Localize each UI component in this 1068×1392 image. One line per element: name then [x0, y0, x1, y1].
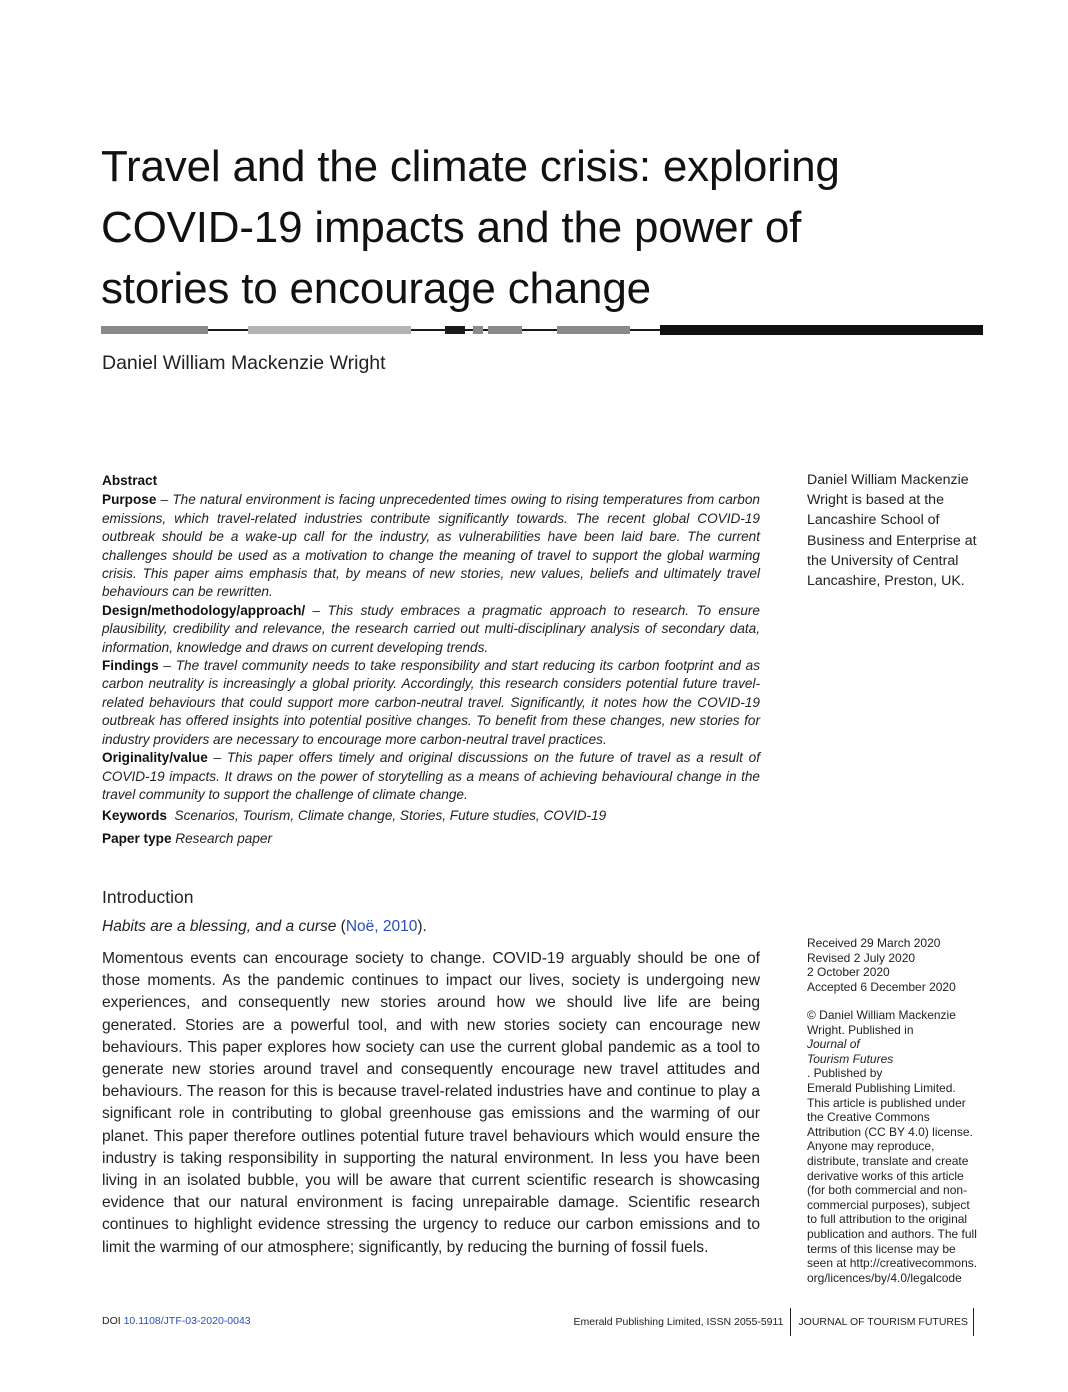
design-text: – This study embraces a pragmatic approach to research. To ensure plausibility, credibility and relevance, the research carried out multi-disciplinary analysis of secondary data, information, knowledge and draws on current developing trends. — [102, 602, 760, 655]
license-line: © Daniel William Mackenzie — [807, 1008, 956, 1022]
paper-title — [101, 136, 971, 319]
keywords-text: Scenarios, Tourism, Climate change, Stories, Future studies, COVID-19 — [174, 808, 607, 824]
decorative-title-rule — [101, 324, 983, 336]
affiliation-line: Daniel William Mackenzie — [807, 472, 969, 488]
license-line: the Creative Commons — [807, 1110, 930, 1125]
publisher-info: Emerald Publishing Limited, ISSN 2055-5911 — [573, 1316, 784, 1328]
license-text: . Published by — [807, 1066, 883, 1081]
abstract-purpose — [102, 491, 760, 601]
introduction-paragraph: Momentous events can encourage society to change. COVID-19 arguably should be one of those moments. As the pandemic continues to impact our lives, society is undergoing new experiences, and consequently new stories around how we should live life are being generated. Stories are a powerful tool, and with new stories society can encourage new behaviours. This paper explores how society can use the current global pandemic as a tool to generate new stories around travel and consequently encourage new travel attitudes and behaviours. The reason for this is because travel-related industries have and continue to play a significant role in contributing to global greenhouse gas emissions and the warming of our planet. This paper therefore outlines potential future travel behaviours which would ensure the industry is taking responsibility in supporting the natural environment. In less you have been living in an isolated bubble, you will be aware that current scientific research is showcasing evidence that our natural environment is facing unrepairable damage. Scientific research continues to highlight evidence stressing the urgency to reduce our carbon emissions and to limit the warming of our atmosphere; significantly, by reducing the burning of fossil fuels. — [102, 950, 760, 1256]
license-line: terms of this license may be — [807, 1241, 956, 1256]
title-line: Travel and the climate crisis: exploring — [101, 142, 840, 191]
abstract-findings — [102, 657, 760, 749]
citation-link[interactable]: Noë, 2010 — [345, 918, 418, 935]
license-line: Anyone may reproduce, — [807, 1139, 935, 1154]
license-line: org/licences/by/4.0/legalcode — [807, 1270, 962, 1285]
license-line: commercial purposes), subject — [807, 1197, 970, 1212]
purpose-text: – The natural environment is facing unprecedented times owing to rising temperatures from carbon emissions, which travel-related industries contribute significantly towards. The recent global COVID-19 outbreak should be a wake-up call for the industry, as vulnerabilities have been laid bare. The current challenges should be used as a motivation to change the meaning of travel to support the global warming crisis. This paper aims emphasis that, by means of new stories, new values, beliefs and ultimately travel behaviours can be rewritten. — [102, 492, 760, 600]
introduction-heading: Introduction — [102, 887, 194, 907]
design-label: Design/methodology/approach/ — [102, 602, 306, 618]
license-line: This article is published under — [807, 1095, 966, 1110]
epigraph-open: ( — [336, 918, 346, 935]
license-line: derivative works of this article — [807, 1168, 964, 1183]
license-line: to full attribution to the original — [807, 1212, 968, 1227]
abstract-heading: Abstract — [102, 473, 158, 488]
footer-publisher — [573, 1308, 974, 1336]
abstract-design — [102, 602, 760, 657]
originality-label: Originality/value — [102, 750, 208, 766]
affiliation-line: Lancashire School of — [807, 512, 940, 529]
abstract-keywords — [102, 807, 760, 825]
article-history — [807, 936, 987, 994]
footer-divider — [973, 1308, 974, 1336]
journal-name: JOURNAL OF TOURISM FUTURES — [798, 1316, 968, 1328]
affiliation-line: Wright is based at the — [807, 492, 944, 509]
affiliation-line: the University of Central — [807, 552, 959, 569]
abstract-section — [102, 472, 760, 848]
affiliation-line: Lancashire, Preston, UK. — [807, 573, 965, 590]
abstract-originality — [102, 749, 760, 804]
abstract-paper-type — [102, 830, 760, 848]
epigraph-quote: Habits are a blessing, and a curse — [102, 918, 337, 935]
paper-type-label: Paper type — [102, 830, 172, 846]
author-name: Daniel William Mackenzie Wright — [102, 352, 386, 374]
doi-label: DOI — [102, 1315, 124, 1327]
author-affiliation — [807, 470, 987, 591]
footer-doi — [102, 1315, 251, 1327]
license-line: publication and authors. The full — [807, 1226, 977, 1241]
license-notice — [807, 1008, 987, 1285]
license-line: Emerald Publishing Limited. — [807, 1080, 956, 1095]
license-line: Attribution (CC BY 4.0) license. — [807, 1124, 973, 1139]
license-line: distribute, translate and create — [807, 1153, 969, 1168]
history-line: 2 October 2020 — [807, 965, 890, 980]
history-line: Accepted 6 December 2020 — [807, 979, 956, 994]
paper-type-text: Research paper — [175, 830, 273, 846]
doi-link[interactable]: 10.1108/JTF-03-2020-0043 — [123, 1315, 251, 1327]
findings-label: Findings — [102, 658, 159, 674]
title-line: stories to encourage change — [101, 264, 651, 313]
history-line: Received 29 March 2020 — [807, 936, 941, 950]
footer-divider — [790, 1308, 791, 1336]
originality-text: – This paper offers timely and original discussions on the future of travel as a result of COVID-19 impacts. It draws on the power of storytelling as a means of achieving behavioural change in the travel community to support the challenge of climate change. — [102, 750, 760, 802]
epigraph-close: ). — [417, 918, 427, 935]
license-text: Wright. Published in — [807, 1022, 914, 1037]
findings-text: – The travel community needs to take responsibility and start reducing its carbon footprint and as carbon neutrality is increasingly a global priority. Accordingly, this research considers potential future travel-related behaviours that could support more carbon-neutral travel. Significantly, it notes how the COVID-19 outbreak has offered insights into potential positive changes. To benefit from these changes, new stories for industry providers are necessary to encourage more carbon-neutral travel practices. — [102, 658, 760, 747]
license-line: seen at http://creativecommons. — [807, 1256, 978, 1271]
affiliation-line: Business and Enterprise at — [807, 532, 977, 549]
journal-name-italic: Journal of — [807, 1037, 860, 1052]
history-line: Revised 2 July 2020 — [807, 950, 916, 965]
journal-name-italic: Tourism Futures — [807, 1051, 894, 1066]
license-line — [807, 1052, 987, 1081]
license-line: (for both commercial and non- — [807, 1183, 968, 1198]
license-line — [807, 1023, 987, 1052]
title-line: COVID-19 impacts and the power of — [101, 203, 802, 252]
epigraph — [102, 918, 427, 936]
purpose-label: Purpose — [102, 492, 157, 508]
keywords-label: Keywords — [102, 808, 167, 824]
